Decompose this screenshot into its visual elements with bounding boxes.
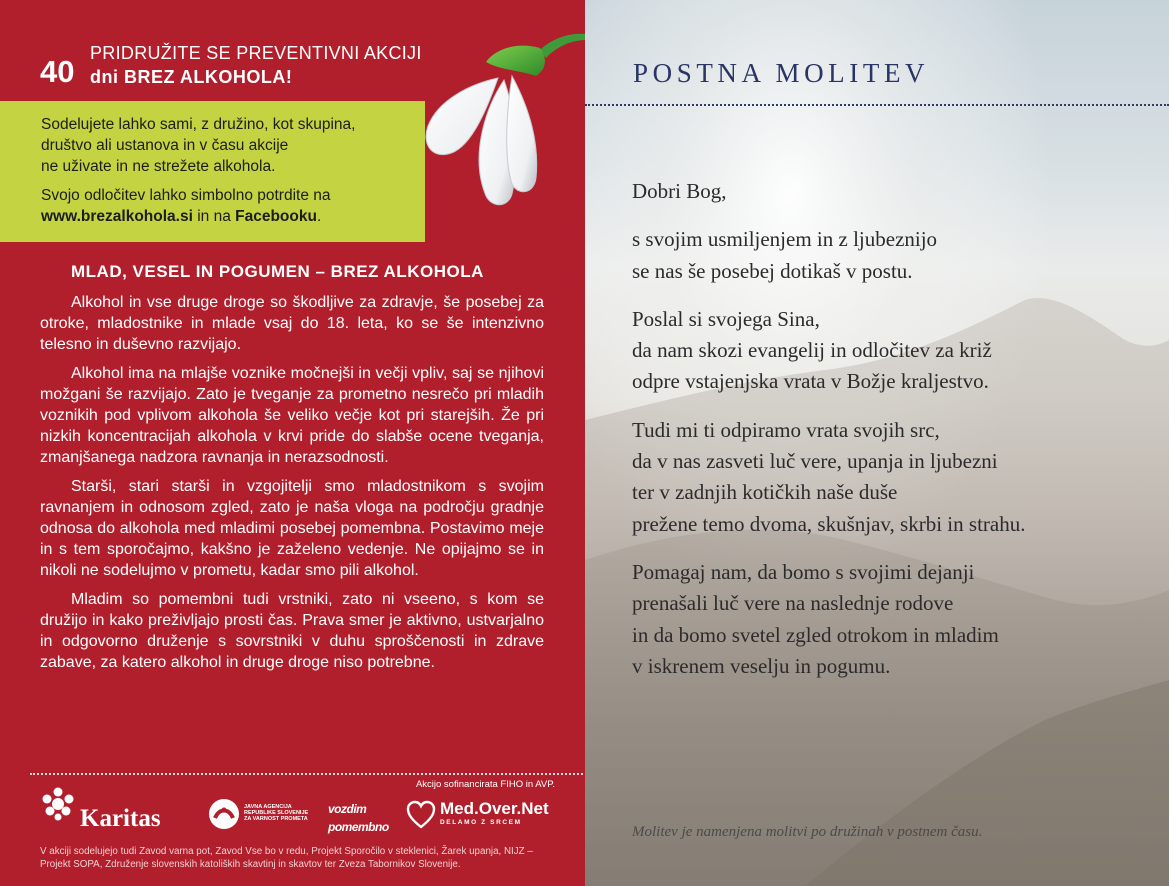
prayer-line: prenašali luč vere na naslednje rodove	[632, 591, 954, 616]
article-paragraph: Starši, stari starši in vzgojitelji smo mladostnikom s svojim ravnanjem in odnosom zgled, zato je naša vloga na področju gradnje odnosa do alkohola med mladimi posebej pomembna. Postavimo meje in s tem sporočajmo, kakšno je zaželeno vedenje. Ne opijajmo se in nikoli ne sodelujmo v prometu, kadar smo pili alkohol.	[40, 477, 544, 580]
prayer-line: se nas še posebej dotikaš v postu.	[632, 258, 913, 283]
confirm-text	[41, 185, 415, 227]
right-panel	[585, 0, 1169, 886]
confirm-connector: in na	[192, 208, 236, 225]
article-paragraph: Alkohol ima na mlajše voznike močnejši in večji vpliv, saj se njihovi možgani še razvijajo. Zato je tveganje za prometno nesrečo pri mladih voznikih pod vplivom alkohola še veliko večje kot pri starejših. Že pri nizkih koncentracijah alkohola v krvi pride do slabše ocene tveganja, zmanjšanega nadzora ravnanja in nerazsodnosti.	[40, 364, 544, 467]
petal-right-shape	[507, 76, 537, 192]
prayer-line: in da bomo svetel zgled otrokom in mladim	[632, 622, 999, 647]
prayer-line: prežene temo dvoma, skušnjav, skrbi in strahu.	[632, 511, 1026, 536]
prayer-stanza	[632, 557, 1162, 682]
campaign-days-number: 40	[40, 54, 75, 89]
prayer-line: Dobri Bog,	[632, 179, 727, 203]
agency-name: JAVNA AGENCIJA REPUBLIKE SLOVENIJE ZA VARNOST PROMETA	[244, 804, 309, 822]
prayer-line: Tudi mi ti odpiramo vrata svojih src,	[632, 417, 940, 442]
participation-line: društvo ali ustanova in v času akcije	[41, 137, 289, 154]
karitas-heart-icon	[40, 786, 76, 822]
prayer-line: da nam skozi evangelij in odločitev za križ	[632, 338, 992, 363]
partner-logos	[40, 786, 560, 836]
title-divider	[585, 104, 1169, 106]
confirm-line: Svojo odločitev lahko simbolno potrdite na	[41, 187, 331, 204]
prayer-line: da v nas zasveti luč vere, upanja in ljubezni	[632, 449, 998, 474]
prayer-text	[632, 176, 1162, 699]
participants-footnote: V akciji sodelujejo tudi Zavod varna pot, Zavod Vse bo v redu, Projekt Sporočilo v steklenici, Žarek upanja, NIJZ – Projekt SOPA, Združenje slovenskih katoliških skavtinj in skavtov ter Zveza Tabornikov Slovenije.	[40, 846, 533, 870]
prayer-line: ter v zadnjih kotičkih naše duše	[632, 480, 898, 505]
heart-icon	[406, 800, 436, 830]
prayer-line: Poslal si svojega Sina,	[632, 306, 820, 331]
traffic-agency-icon	[208, 798, 240, 830]
prayer-usage-note: Molitev je namenjena molitvi po družinah v postnem času.	[632, 824, 983, 840]
prayer-line: odpre vstajenjska vrata v Božje kraljestvo.	[632, 369, 989, 394]
prayer-stanza	[632, 415, 1162, 540]
confirm-end: .	[316, 208, 322, 225]
vozdim-wordmark: vozdim pomembno	[328, 802, 389, 834]
prayer-stanza	[632, 304, 1162, 398]
campaign-header-line1: PRIDRUŽITE SE PREVENTIVNI AKCIJI	[90, 43, 422, 63]
medovernet-tagline: DELAMO Z SRCEM	[440, 819, 522, 826]
cofinance-note: Akcijo sofinancirata FIHO in AVP.	[415, 779, 555, 790]
prayer-stanza	[632, 224, 1162, 287]
medovernet-wordmark: Med.Over.Net	[440, 799, 549, 818]
participation-line: ne uživate in ne strežete alkohola.	[41, 158, 276, 175]
participation-text	[41, 114, 415, 177]
traffic-safety-agency-logo	[208, 798, 313, 834]
footer-divider	[30, 773, 585, 775]
prayer-line: Pomagaj nam, da bomo s svojimi dejanji	[632, 559, 975, 584]
karitas-logo	[40, 786, 175, 832]
medovernet-logo	[406, 798, 556, 834]
participation-box	[0, 101, 425, 242]
section-title: MLAD, VESEL IN POGUMEN – BREZ ALKOHOLA	[71, 262, 484, 281]
vozdim-logo	[328, 800, 394, 834]
participation-line: Sodelujete lahko sami, z družino, kot skupina,	[41, 116, 356, 133]
facebook-link[interactable]: Facebooku	[235, 208, 317, 225]
prayer-line: s svojim usmiljenjem in z ljubeznijo	[632, 227, 938, 252]
flower-cap-shape	[486, 46, 545, 76]
article-paragraph: Mladim so pomembni tudi vrstniki, zato ni vseeno, s kom se družijo in kako preživljajo prosti čas. Prava smer je aktivno, ustvarjalno in odgovorno druženje s sovrstniki v duhu sproščenosti in zdrave zabave, za katero alkohol in druge droge niso potrebne.	[40, 590, 544, 672]
stem-shape	[540, 34, 585, 58]
campaign-header-line2: dni BREZ ALKOHOLA!	[90, 67, 293, 87]
prayer-line: v iskrenem veselju in pogumu.	[632, 653, 891, 678]
article-paragraph: Alkohol in vse druge droge so škodljive za zdravje, še posebej za otroke, mladostnike in mlade vsaj do 18. leta, ko se še intenzivno telesno in duševno razvijajo.	[40, 294, 544, 354]
karitas-wordmark: Karitas	[80, 805, 161, 832]
article-body	[40, 292, 544, 680]
prayer-stanza	[632, 176, 1162, 207]
prayer-title: POSTNA MOLITEV	[633, 58, 930, 88]
website-link[interactable]: www.brezalkohola.si	[41, 208, 193, 225]
snowdrop-flower-illustration	[400, 18, 585, 233]
